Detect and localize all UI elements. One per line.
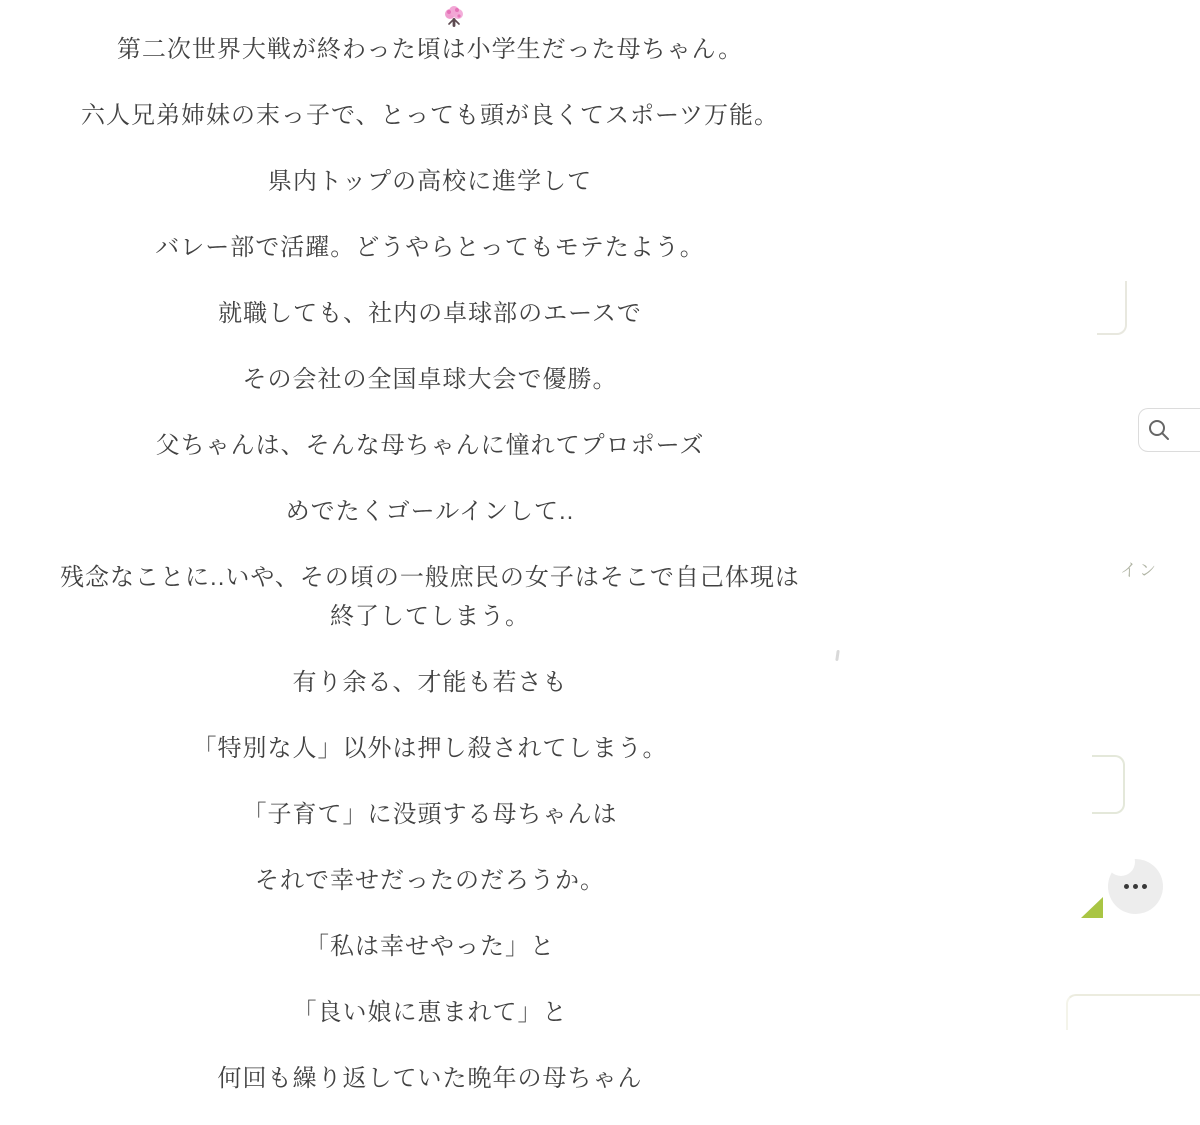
- cherry-blossom-tree-icon: [444, 6, 464, 30]
- search-button[interactable]: [1138, 408, 1200, 452]
- article-paragraph: 何回も繰り返していた晩年の母ちゃん: [217, 1065, 643, 1092]
- article-paragraph: 県内トップの高校に進学して: [267, 168, 593, 195]
- article-paragraph: 六人兄弟姉妹の末っ子で、とっても頭が良くてスポーツ万能。: [80, 102, 780, 129]
- article-paragraph: めでたくゴールインして..: [285, 498, 575, 525]
- article-paragraph: 父ちゃんは、そんな母ちゃんに憧れてプロポーズ: [155, 432, 705, 459]
- article-paragraph: 「子育て」に没頭する母ちゃんは: [242, 801, 618, 828]
- article-paragraph: 「特別な人」以外は押し殺されてしまう。: [192, 735, 668, 762]
- article-paragraph: それで幸せだったのだろうか。: [255, 867, 605, 894]
- article-paragraph: 「私は幸せやった」と: [305, 933, 555, 960]
- login-link-partial[interactable]: イン: [1120, 561, 1158, 580]
- corner-triangle-icon: [1081, 897, 1103, 918]
- article-paragraph: 就職しても、社内の卓球部のエースで: [218, 300, 642, 327]
- faded-panel-corner-bottom: [1066, 994, 1200, 1030]
- article-paragraph: 第二次世界大戦が終わった頃は小学生だった母ちゃん。: [116, 36, 744, 63]
- article-paragraph: 「良い娘に恵まれて」と: [292, 999, 568, 1026]
- more-options-button[interactable]: [1108, 859, 1163, 914]
- article-paragraph: 有り余る、才能も若さも: [292, 669, 568, 696]
- more-dots-icon: [1133, 884, 1138, 889]
- article-paragraph: 残念なことに..いや、その頃の一般庶民の女子はそこで自己体現は終了してしまう。: [60, 564, 800, 630]
- search-icon: [1147, 418, 1171, 442]
- article-header-icon-row: [0, 6, 860, 30]
- faded-panel-corner-middle: [1092, 755, 1125, 814]
- article-paragraph: その会社の全国卓球大会で優勝。: [242, 366, 618, 393]
- more-dots-icon: [1142, 884, 1147, 889]
- faded-panel-corner-top: [1097, 281, 1127, 335]
- article-paragraph: バレー部で活躍。どうやらとってもモテたよう。: [155, 234, 705, 261]
- more-dots-icon: [1124, 884, 1129, 889]
